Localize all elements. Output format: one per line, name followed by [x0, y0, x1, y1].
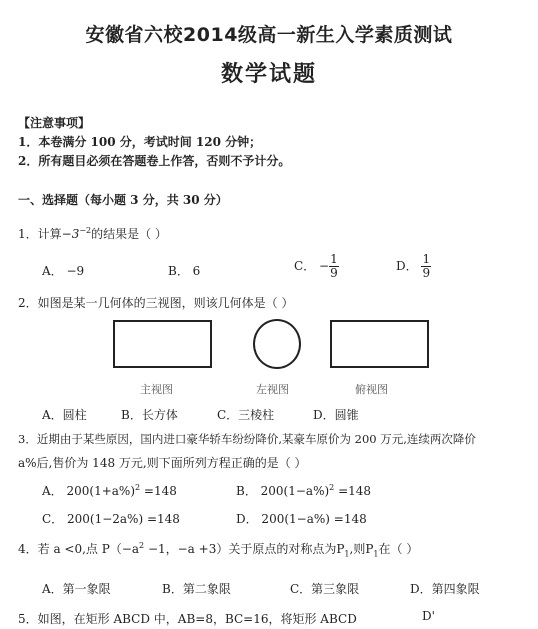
q4-stem [18, 540, 418, 558]
q1-stem-a: 1．计算 [18, 227, 62, 241]
q3-option-a-label: A． [42, 484, 63, 498]
q2-stem: 2．如图是某一几何体的三视图，则该几何体是（ ） [18, 296, 294, 310]
q3-option-a-exp: 2 [135, 483, 141, 492]
q4-option-a: A．第一象限 [42, 582, 111, 596]
side-view-caption: 左视图 [256, 383, 289, 396]
q3-option-b-expr: 200(1−a%) [260, 484, 330, 498]
q3-option-c: C． 200(1−2a%) =148 [42, 512, 180, 526]
q3-option-b [236, 482, 371, 499]
q4-option-c: C．第三象限 [290, 582, 360, 596]
q1-option-d-fraction [421, 253, 431, 280]
q1-option-c [294, 253, 339, 280]
section-choice-heading: 一、选择题（每小题 3 分，共 30 分） [18, 193, 228, 207]
front-view-rectangle [113, 320, 212, 368]
q4-sub-2: 1 [373, 549, 379, 559]
q1-option-c-label: C． [294, 259, 316, 273]
notice-item-1: 1．本卷满分 100 分，考试时间 120 分钟； [18, 135, 262, 149]
q4-stem-exp: 2 [139, 541, 145, 550]
notice-item-2: 2．所有题目必须在答题卷上作答，否则不予计分。 [18, 154, 291, 168]
q4-option-b: B．第二象限 [162, 582, 231, 596]
q1-option-d-num: 1 [422, 252, 431, 266]
q1-option-c-sign: − [319, 259, 330, 273]
q3-option-a-tail: =148 [140, 484, 177, 498]
q4-stem-c: ,则P [349, 542, 374, 556]
exam-title: 安徽省六校2014级高一新生入学素质测试 [85, 24, 453, 46]
q4-stem-a: 4．若 a <0,点 P（−a [18, 542, 140, 556]
q1-stem [18, 225, 167, 242]
q4-stem-d: 在（ ） [378, 542, 419, 556]
q1-option-c-num: 1 [330, 252, 338, 266]
top-view-rectangle [330, 320, 429, 368]
front-view-caption: 主视图 [140, 383, 173, 396]
q5-stem: 5．如图，在矩形 ABCD 中，AB=8，BC=16，将矩形 ABCD [18, 612, 357, 626]
q3-stem-line2: a%后,售价为 148 万元,则下面所列方程正确的是（ ） [18, 456, 307, 470]
q1-stem-b: 的结果是（ ） [91, 227, 167, 241]
q3-option-b-label: B． [236, 484, 257, 498]
top-view-caption: 俯视图 [355, 383, 388, 396]
q1-option-a: A． −9 [42, 264, 85, 278]
q1-option-d [396, 253, 431, 280]
q2-option-a: A．圆柱 [42, 408, 87, 422]
q4-option-d: D．第四象限 [410, 582, 480, 596]
q1-expr-base: −3 [61, 227, 80, 241]
q3-option-b-exp: 2 [329, 483, 335, 492]
q2-option-d: D．圆锥 [313, 408, 359, 422]
q3-option-b-tail: =148 [334, 484, 372, 498]
q3-option-d: D． 200(1−a%) =148 [236, 512, 367, 526]
notice-header: 【注意事项】 [18, 116, 91, 130]
q1-option-c-den: 9 [330, 266, 338, 280]
q1-option-c-fraction [329, 253, 339, 280]
q3-stem-line1: 3．近期由于某些原因，国内进口豪华轿车纷纷降价,某豪车原价为 200 万元,连续两次降价 [18, 432, 476, 446]
q2-option-c: C．三棱柱 [217, 408, 275, 422]
q5-figure-label: D' [422, 609, 435, 623]
q3-option-a [42, 482, 177, 499]
side-view-circle [253, 319, 301, 369]
q3-option-a-expr: 200(1+a%) [66, 484, 136, 498]
q4-sub-1: 1 [344, 549, 350, 559]
q4-stem-b: −1，−a +3）关于原点的对称点为P [144, 542, 345, 556]
exam-subtitle: 数学试题 [220, 62, 317, 87]
q1-expr-exp: −2 [79, 226, 92, 235]
q1-option-d-label: D． [396, 259, 418, 273]
q1-option-b: B． 6 [168, 264, 201, 278]
q2-option-b: B．长方体 [121, 408, 178, 422]
q1-option-d-den: 9 [422, 266, 431, 280]
